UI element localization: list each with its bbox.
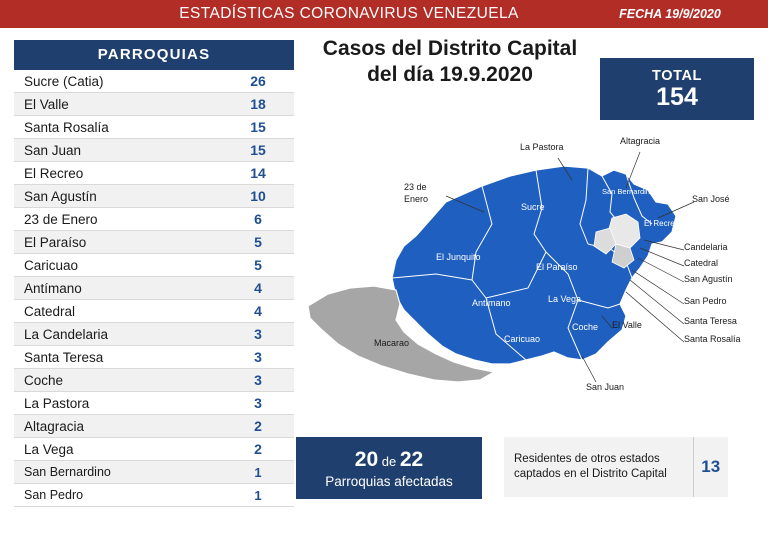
table-row: [14, 277, 294, 300]
map-label-catedral: Catedral: [684, 258, 719, 268]
header-date: FECHA 19/9/2020: [619, 7, 721, 21]
map-label-antimano: Antímano: [472, 298, 511, 308]
table-row: [14, 93, 294, 116]
affected-count: 20: [354, 447, 379, 471]
parish-value: 1: [254, 464, 262, 480]
map-label-sucre: Sucre: [521, 202, 545, 212]
map-label-altagracia: Altagracia: [620, 136, 661, 146]
table-row: [14, 392, 294, 415]
parish-name: La Candelaria: [24, 326, 109, 342]
parish-name: El Recreo: [24, 165, 84, 181]
table-row: [14, 208, 294, 231]
residents-text: Residentes de otros estados captados en el Distrito Capital: [514, 452, 667, 480]
table-row: [14, 185, 294, 208]
parish-name: La Vega: [24, 441, 74, 457]
parish-name: 23 de Enero: [24, 211, 98, 227]
table-row: [14, 300, 294, 323]
parish-value: 3: [254, 349, 262, 365]
map-label-san-agustin: San Agustín: [684, 274, 733, 284]
parish-value: 5: [254, 234, 262, 250]
residents-box: [504, 437, 728, 497]
parish-name: Altagracia: [24, 418, 85, 434]
parish-value: 15: [250, 142, 266, 158]
parish-name: Sucre (Catia): [24, 73, 104, 89]
parish-value: 3: [254, 326, 262, 342]
parish-value: 4: [254, 280, 262, 296]
parish-name: Santa Teresa: [24, 349, 104, 365]
parish-value: 26: [250, 73, 266, 89]
affected-parishes-box: [296, 437, 482, 499]
map-label-23-de: 23 de: [404, 182, 427, 192]
table-row: [14, 369, 294, 392]
map-label-san-bernardino: San Bernardino: [602, 187, 655, 196]
table-row: [14, 415, 294, 438]
page-title: [300, 36, 600, 87]
table-row: [14, 346, 294, 369]
map-svg: [296, 128, 760, 408]
parish-name: La Pastora: [24, 395, 90, 411]
parish-value: 3: [254, 395, 262, 411]
map-label-la-pastora: La Pastora: [520, 142, 564, 152]
parish-value: 18: [250, 96, 266, 112]
parish-name: San Agustín: [24, 188, 97, 204]
parish-value: 3: [254, 372, 262, 388]
parish-value: 6: [254, 211, 262, 227]
total-value: 154: [656, 82, 698, 111]
table-row: [14, 139, 294, 162]
page-title-line2: del día 19.9.2020: [367, 62, 533, 86]
parish-name: Santa Rosalía: [24, 119, 109, 135]
map-label-santa-rosalia: Santa Rosalía: [684, 334, 741, 344]
table-row: [14, 484, 294, 507]
map-label-san-pedro: San Pedro: [684, 296, 727, 306]
map-label-san-juan: San Juan: [586, 382, 625, 392]
footer-strip: [0, 507, 768, 545]
map-label-caricuao: Caricuao: [504, 334, 541, 344]
parish-value: 2: [254, 418, 262, 434]
table-row: [14, 231, 294, 254]
affected-total: 22: [399, 447, 424, 471]
map-label-el-junquito: El Junquito: [436, 252, 481, 262]
table-header: PARROQUIAS: [14, 40, 294, 70]
parish-value: 4: [254, 303, 262, 319]
map-label-la-vega: La Vega: [548, 294, 582, 304]
total-box: [600, 58, 754, 120]
table-row: [14, 116, 294, 139]
map-label-el-recreo: El Recreo: [644, 219, 680, 228]
map-label-el-paraiso: El Paraíso: [536, 262, 578, 272]
parish-name: San Juan: [24, 142, 82, 158]
map-label-coche: Coche: [572, 322, 599, 332]
map-label-santa-teresa: Santa Teresa: [684, 316, 737, 326]
affected-count-line: [355, 448, 423, 472]
parish-name: San Pedro: [24, 488, 84, 502]
parish-name: San Bernardino: [24, 465, 111, 479]
parish-value: 14: [250, 165, 266, 181]
table-row: [14, 438, 294, 461]
parish-name: Coche: [24, 372, 64, 388]
parish-name: El Valle: [24, 96, 69, 112]
map-label-san-jose: San José: [692, 194, 730, 204]
header-title: ESTADÍSTICAS CORONAVIRUS VENEZUELA: [179, 5, 519, 22]
parish-value: 15: [250, 119, 266, 135]
parish-value: 5: [254, 257, 262, 273]
map-label-el-valle: El Valle: [612, 320, 642, 330]
parish-value: 10: [250, 188, 266, 204]
parishes-table: [14, 40, 294, 530]
table-row: [14, 162, 294, 185]
table-row: [14, 461, 294, 484]
total-label: TOTAL: [652, 67, 702, 84]
residents-value: 13: [693, 437, 728, 497]
affected-subtitle: Parroquias afectadas: [325, 473, 453, 489]
table-row: [14, 323, 294, 346]
table-row: [14, 70, 294, 93]
parish-value: 1: [254, 487, 262, 503]
map-label-candelaria: Candelaria: [684, 242, 728, 252]
parish-name: El Paraíso: [24, 234, 87, 250]
affected-connector: de: [381, 453, 397, 469]
parish-name: Caricuao: [24, 257, 79, 273]
parish-value: 2: [254, 441, 262, 457]
app-header: [0, 0, 768, 28]
page-title-line1: Casos del Distrito Capital: [322, 37, 578, 60]
parish-name: Antímano: [24, 280, 82, 296]
map-label-macarao: Macarao: [374, 338, 410, 348]
map-label-enero: Enero: [404, 194, 429, 204]
parish-name: Catedral: [24, 303, 76, 319]
caracas-map: [296, 128, 760, 408]
table-row: [14, 254, 294, 277]
